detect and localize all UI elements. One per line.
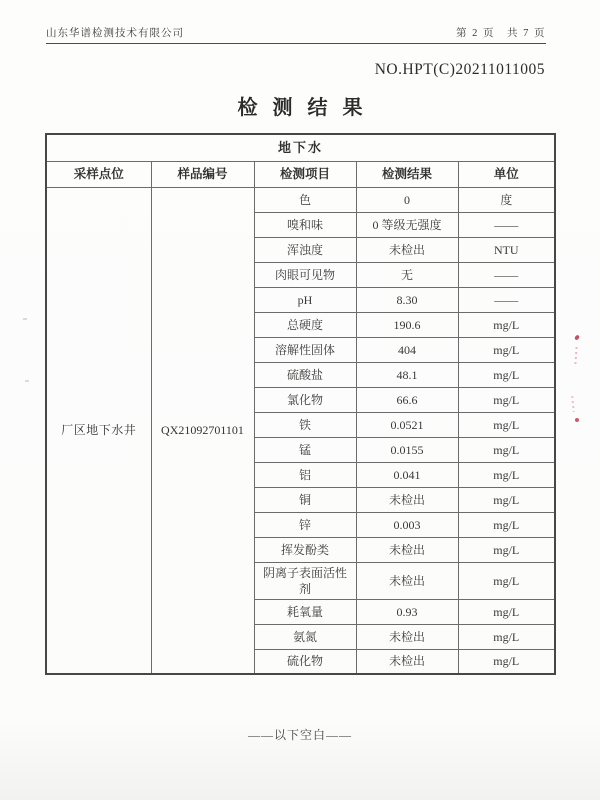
unit-cell: mg/L [458, 599, 555, 624]
page-number: 第 2 页 共 7 页 [456, 28, 546, 39]
water-type-header: 地下水 [46, 134, 555, 161]
unit-cell: mg/L [458, 512, 555, 537]
test-result-cell: 0.003 [356, 512, 458, 537]
test-result-cell: 48.1 [356, 362, 458, 387]
unit-cell: mg/L [458, 337, 555, 362]
test-result-cell: 0.0521 [356, 412, 458, 437]
sample-number-cell: QX21092701101 [151, 187, 254, 674]
unit-cell: NTU [458, 237, 555, 262]
unit-cell: mg/L [458, 387, 555, 412]
test-result-cell: 无 [356, 262, 458, 287]
unit-cell: —— [458, 287, 555, 312]
test-item-cell: 硫化物 [254, 649, 356, 674]
test-item-cell: 色 [254, 187, 356, 212]
unit-cell: —— [458, 262, 555, 287]
results-table-container [45, 133, 554, 675]
test-result-cell: 未检出 [356, 624, 458, 649]
unit-cell: —— [458, 212, 555, 237]
test-item-cell: 总硬度 [254, 312, 356, 337]
test-result-cell: 0 等级无强度 [356, 212, 458, 237]
unit-cell: mg/L [458, 362, 555, 387]
column-header-unit: 单位 [458, 161, 555, 187]
page-title: 检测结果 [237, 97, 378, 119]
test-result-cell: 66.6 [356, 387, 458, 412]
unit-cell: mg/L [458, 462, 555, 487]
column-header-test-item: 检测项目 [254, 161, 356, 187]
scan-speck [23, 318, 27, 320]
report-number: NO.HPT(C)20211011005 [374, 61, 545, 78]
unit-cell: mg/L [458, 437, 555, 462]
test-item-cell: 氯化物 [254, 387, 356, 412]
test-result-cell: 0.041 [356, 462, 458, 487]
test-item-cell: 铜 [254, 487, 356, 512]
column-header-test-result: 检测结果 [356, 161, 458, 187]
company-name: 山东华谱检测技术有限公司 [46, 28, 184, 39]
test-item-cell: 挥发酚类 [254, 537, 356, 562]
results-table [45, 133, 556, 675]
table-column-header-row [46, 161, 555, 187]
test-item-cell: 硫酸盐 [254, 362, 356, 387]
unit-cell: mg/L [458, 624, 555, 649]
test-result-cell: 0.93 [356, 599, 458, 624]
red-ink-scratch [571, 396, 575, 412]
test-result-cell: 0 [356, 187, 458, 212]
test-result-cell: 未检出 [356, 537, 458, 562]
test-item-cell: 嗅和味 [254, 212, 356, 237]
red-ink-dot [574, 334, 579, 340]
test-item-cell: 耗氧量 [254, 599, 356, 624]
test-item-cell: 阴离子表面活性剂 [254, 562, 356, 599]
unit-cell: mg/L [458, 412, 555, 437]
unit-cell: mg/L [458, 537, 555, 562]
column-header-sampling-point: 采样点位 [46, 161, 151, 187]
test-item-cell: 铁 [254, 412, 356, 437]
sampling-point-cell: 厂区地下水井 [46, 187, 151, 674]
test-result-cell: 0.0155 [356, 437, 458, 462]
test-item-cell: pH [254, 287, 356, 312]
test-item-cell: 浑浊度 [254, 237, 356, 262]
test-result-cell: 190.6 [356, 312, 458, 337]
red-ink-scratch [574, 347, 577, 364]
red-ink-dot [575, 418, 579, 422]
test-item-cell: 锌 [254, 512, 356, 537]
unit-cell: 度 [458, 187, 555, 212]
test-result-cell: 未检出 [356, 649, 458, 674]
test-result-cell: 未检出 [356, 487, 458, 512]
unit-cell: mg/L [458, 487, 555, 512]
test-result-cell: 8.30 [356, 287, 458, 312]
test-result-cell: 未检出 [356, 237, 458, 262]
test-result-cell: 未检出 [356, 562, 458, 599]
test-item-cell: 肉眼可见物 [254, 262, 356, 287]
unit-cell: mg/L [458, 312, 555, 337]
column-header-sample-no: 样品编号 [151, 161, 254, 187]
unit-cell: mg/L [458, 649, 555, 674]
unit-cell: mg/L [458, 562, 555, 599]
test-item-cell: 锰 [254, 437, 356, 462]
below-blank-note: ——以下空白—— [247, 728, 352, 742]
page-header [46, 25, 546, 44]
scan-speck [25, 380, 29, 382]
test-item-cell: 溶解性固体 [254, 337, 356, 362]
test-item-cell: 氨氮 [254, 624, 356, 649]
test-item-cell: 铝 [254, 462, 356, 487]
table-group-header-row [46, 134, 555, 161]
test-result-cell: 404 [356, 337, 458, 362]
table-body [46, 187, 555, 674]
table-row [46, 187, 555, 212]
